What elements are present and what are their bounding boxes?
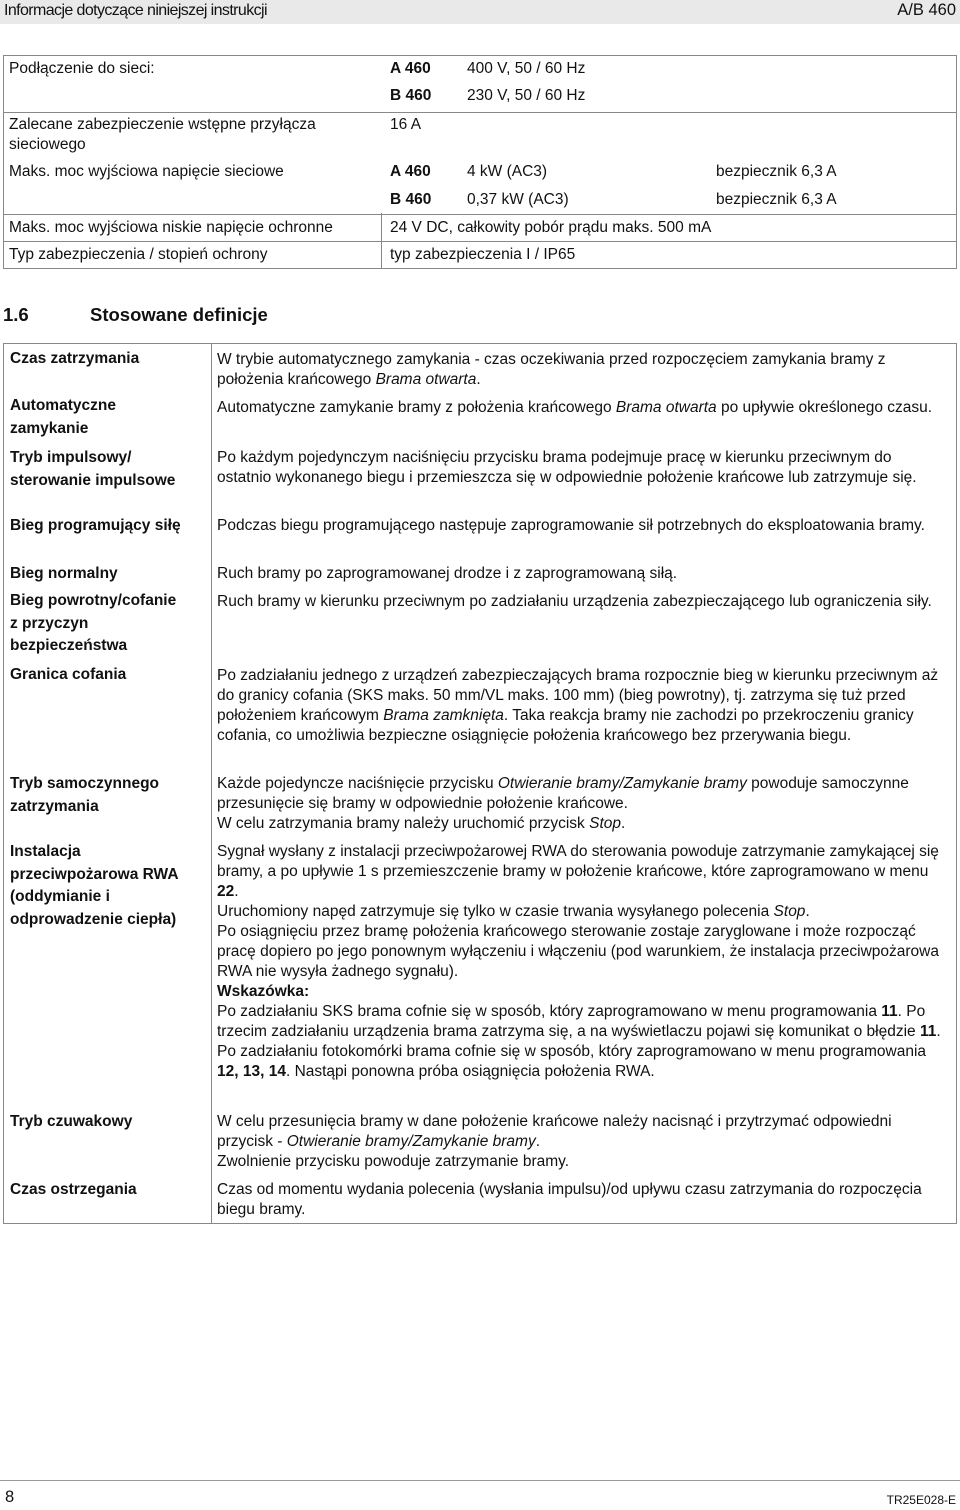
spec-power-a-fuse: bezpiecznik 6,3 A	[716, 163, 837, 180]
definitions-column-divider	[211, 344, 212, 1223]
term-bieg-normalny: Bieg normalny	[10, 565, 118, 582]
term-bieg-powrotny: Bieg powrotny/cofanie z przyczyn bezpieczeństwa	[10, 592, 177, 654]
header-model: A/B 460	[897, 1, 956, 19]
desc-bieg-normalny: Ruch bramy po zaprogramowanej drodze i z zaprogramowaną siłą.	[217, 565, 678, 582]
spec-mains-label: Podłączenie do sieci:	[9, 60, 155, 77]
spec-row-divider	[4, 214, 956, 215]
definitions-table	[3, 343, 957, 1224]
desc-granica-cofania: Po zadziałaniu jednego z urządzeń zabezpieczających brama rozpocznie bieg w kierunku przeciwnym aż do granicy cofania (SKS maks. 50 mm/VL maks. 100 mm) (bieg powrotny), tj. zatrzyma się tuż przed położeniem krańcowym Brama zamknięta. Taka reakcja bramy nie zachodzi po przekroczeniu granicy cofania, co umożliwia bezpieczne osiągnięcie położenia krańcowego bez przerywania biegu.	[217, 667, 939, 744]
footer-divider	[0, 1480, 960, 1481]
desc-bieg-powrotny: Ruch bramy w kierunku przeciwnym po zadziałaniu urządzenia zabezpieczającego lub ograniczenia siły.	[217, 593, 932, 610]
term-automatyczne-zamykanie: Automatyczne zamykanie	[10, 397, 116, 437]
section-title: Stosowane definicje	[90, 304, 268, 325]
spec-low-voltage-label: Maks. moc wyjściowa niskie napięcie ochronne	[9, 219, 333, 236]
term-granica-cofania: Granica cofania	[10, 666, 127, 683]
spec-a-model: A 460	[390, 60, 431, 77]
spec-b-model: B 460	[390, 87, 432, 104]
term-tryb-impulsowy: Tryb impulsowy/ sterowanie impulsowe	[10, 449, 176, 489]
spec-row-divider	[4, 241, 956, 242]
spec-power-b-value: 0,37 kW (AC3)	[467, 191, 569, 208]
spec-a-voltage: 400 V, 50 / 60 Hz	[467, 60, 586, 77]
desc-czas-ostrzegania: Czas od momentu wydania polecenia (wysłania impulsu)/od upływu czasu zatrzymania do rozpoczęcia biegu bramy.	[217, 1181, 922, 1218]
spec-protection-value: typ zabezpieczenia I / IP65	[390, 246, 576, 263]
term-czas-zatrzymania: Czas zatrzymania	[10, 350, 140, 367]
note-label: Wskazówka:	[217, 983, 310, 1000]
desc-tryb-impulsowy: Po każdym pojedynczym naciśnięciu przycisku brama podejmuje pracę w kierunku przeciwnym do ostatnio wykonanego biegu i przemieszcza się w odpowiednie położenie krańcowe lub zatrzymuje się.	[217, 449, 917, 486]
desc-tryb-czuwakowy: W celu przesunięcia bramy w dane położenie krańcowe należy nacisnąć i przytrzymać odpowiedni przycisk - Otwieranie bramy/Zamykanie bramy. Zwolnienie przycisku powoduje zatrzymanie bramy.	[217, 1113, 892, 1170]
spec-low-voltage-value: 24 V DC, całkowity pobór prądu maks. 500 mA	[390, 219, 712, 236]
desc-czas-zatrzymania: W trybie automatycznego zamykania - czas oczekiwania przed rozpoczęciem zamykania bramy z położenia krańcowego Brama otwarta.	[217, 351, 886, 388]
term-tryb-samoczynnego: Tryb samoczynnego zatrzymania	[10, 775, 160, 815]
spec-power-b-model: B 460	[390, 191, 432, 208]
term-bieg-programujacy: Bieg programujący siłę	[10, 517, 181, 534]
page-number: 8	[5, 1488, 15, 1506]
document-code: TR25E028-E	[886, 1493, 956, 1507]
term-tryb-czuwakowy: Tryb czuwakowy	[10, 1113, 133, 1130]
desc-bieg-programujacy: Podczas biegu programującego następuje zaprogramowanie sił potrzebnych do eksploatowania bramy.	[217, 517, 925, 534]
section-number: 1.6	[3, 304, 29, 325]
spec-power-a-model: A 460	[390, 163, 431, 180]
page-header	[0, 0, 960, 24]
spec-b-voltage: 230 V, 50 / 60 Hz	[467, 87, 586, 104]
desc-tryb-samoczynnego: Każde pojedyncze naciśnięcie przycisku Otwieranie bramy/Zamykanie bramy powoduje samoczynne przesunięcie się bramy w odpowiednie położenie krańcowe. W celu zatrzymania bramy należy uruchomić przycisk Stop.	[217, 775, 909, 832]
spec-fuse-value: 16 A	[390, 116, 422, 133]
desc-automatyczne-zamykanie: Automatyczne zamykanie bramy z położenia krańcowego Brama otwarta po upływie określonego czasu.	[217, 399, 933, 416]
spec-row-divider	[4, 112, 956, 113]
desc-instalacja-rwa: Sygnał wysłany z instalacji przeciwpożarowej RWA do sterowania powoduje zatrzymanie zamykającej się bramy, a po upływie 1 s przemieszczenie bramy w położenie krańcowe, które zaprogramowano w menu 22. Uruchomiony napęd zatrzymuje się tylko w czasie trwania wysyłanego polecenia Stop. Po osiągnięciu przez bramę położenia krańcowego sterowanie zostaje zaryglowane i może rozpocząć pracę dopiero po jego ponownym wyłączeniu i włączeniu (pod warunkiem, że instalacja przeciwpożarowa RWA nie wysyła żadnego sygnału). Wskazówka: Po zadziałaniu SKS brama cofnie się w sposób, który zaprogramowano w menu programowania 11. Po trzecim zadziałaniu urządzenia brama zatrzyma się, a na wyświetlaczu pojawi się komunikat o błędzie 11. Po zadziałaniu fotokomórki brama cofnie się w sposób, który zaprogramowano w menu programowania 12, 13, 14. Nastąpi ponowna próba osiągnięcia położenia RWA.	[217, 843, 941, 1080]
header-title: Informacje dotyczące niniejszej instrukcji	[4, 2, 267, 19]
term-czas-ostrzegania: Czas ostrzegania	[10, 1181, 137, 1198]
spec-fuse-label: Zalecane zabezpieczenie wstępne przyłącza	[9, 116, 316, 133]
term-instalacja-rwa: Instalacja przeciwpożarowa RWA (oddymianie i odprowadzenie ciepła)	[10, 843, 179, 928]
spec-power-label: Maks. moc wyjściowa napięcie sieciowe	[9, 163, 284, 180]
spec-col-divider	[381, 213, 382, 269]
section-heading	[3, 304, 268, 326]
spec-power-a-value: 4 kW (AC3)	[467, 163, 548, 180]
spec-protection-label: Typ zabezpieczenia / stopień ochrony	[9, 246, 268, 263]
spec-power-b-fuse: bezpiecznik 6,3 A	[716, 191, 837, 208]
spec-fuse-label-cont: sieciowego	[9, 136, 86, 153]
spec-table	[3, 55, 957, 269]
